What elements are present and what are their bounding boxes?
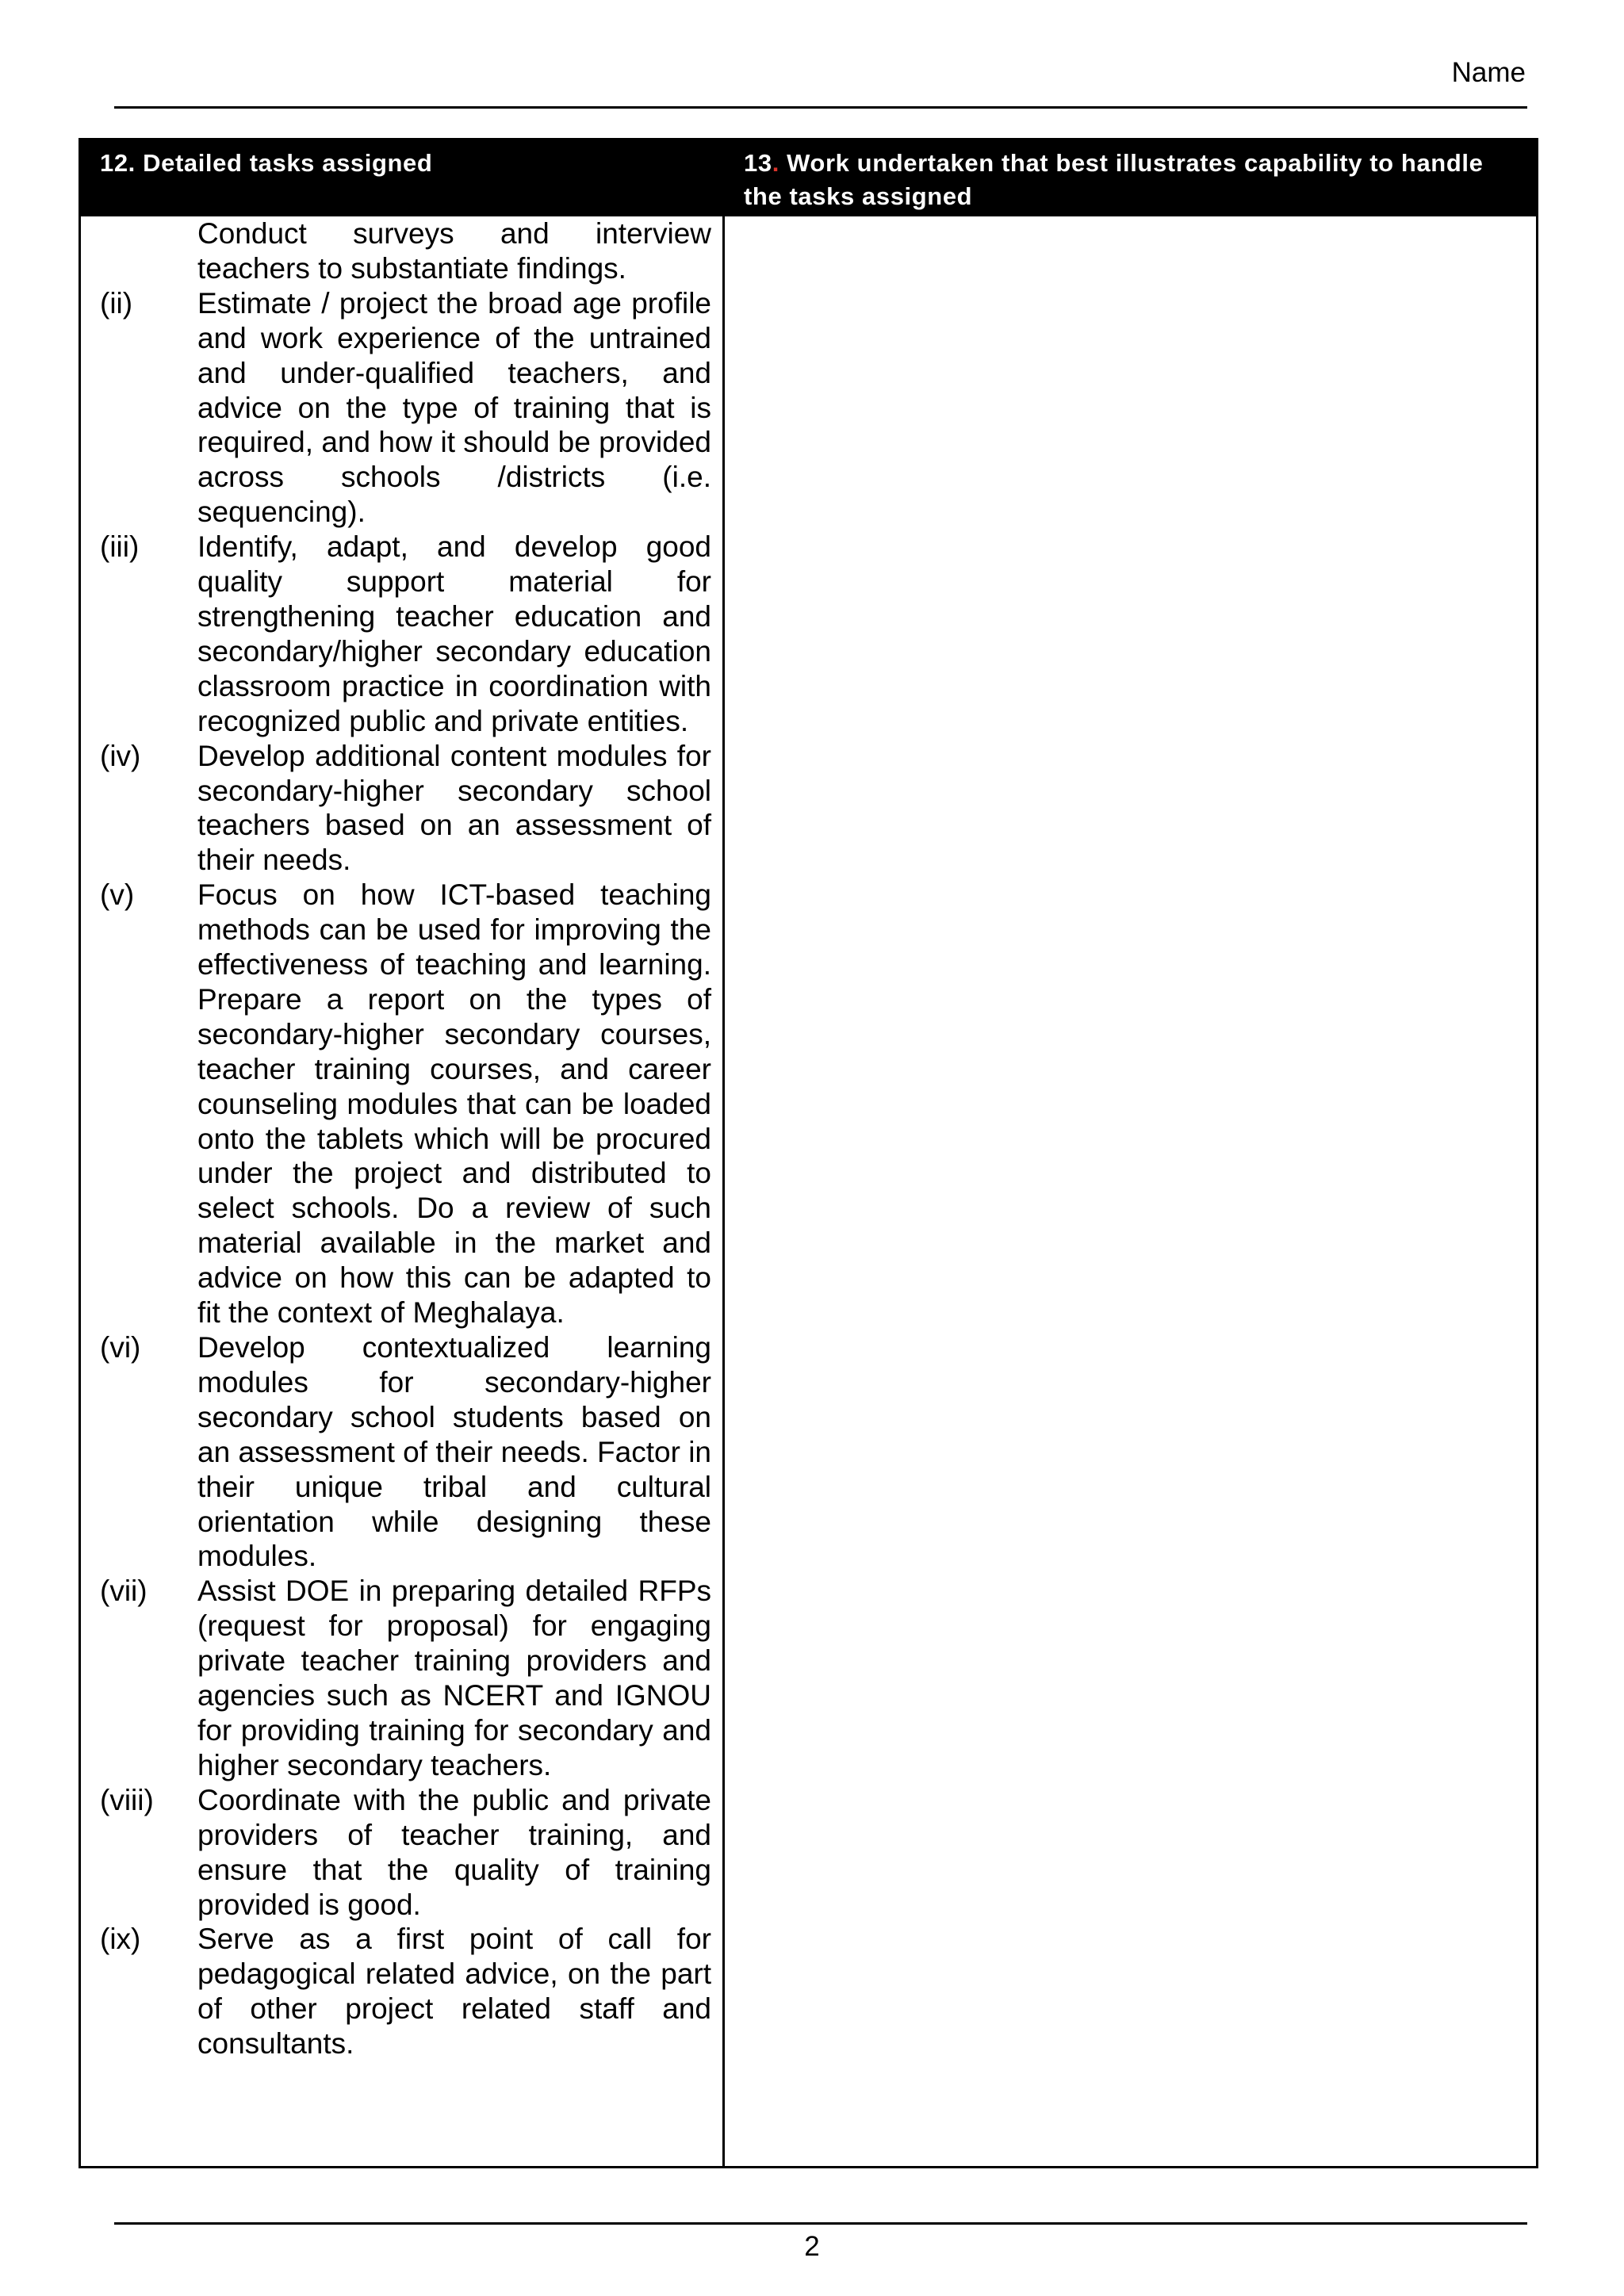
task-number: (vii) — [100, 1575, 147, 1608]
col-header-work-undertaken-num: 13 — [744, 149, 772, 177]
work-undertaken-cell[interactable] — [724, 216, 1538, 2168]
task-item — [81, 1330, 711, 1574]
task-item — [81, 530, 711, 738]
detailed-tasks-cell — [80, 216, 724, 2168]
col-header-work-undertaken-dot: . — [772, 149, 779, 177]
task-text: Coordinate with the public and private providers of teacher training, and ensure that the quality of training provided is good. — [197, 1783, 711, 1921]
task-number: (ii) — [100, 286, 133, 320]
task-item — [81, 1574, 711, 1782]
col-header-detailed-tasks — [80, 140, 724, 216]
col-header-work-undertaken-title: Work undertaken that best illustrates capability to handle the tasks assigned — [744, 149, 1484, 210]
header-rule — [114, 106, 1527, 109]
task-number: (vi) — [100, 1331, 141, 1364]
task-text: Assist DOE in preparing detailed RFPs (request for proposal) for engaging private teacher training providers and agencies such as NCERT and IGNOU for providing training for secondary and higher secondary teachers. — [197, 1575, 711, 1781]
task-item — [81, 1922, 711, 2061]
col-header-detailed-tasks-num: 12. — [100, 149, 136, 177]
task-item — [81, 216, 711, 286]
task-text: Develop contextualized learning modules for secondary-higher secondary school students based on an assessment of their needs. Factor in their unique tribal and cultural orientation while designing these modules. — [197, 1331, 711, 1573]
page-number: 2 — [804, 2231, 820, 2262]
task-number: (ix) — [100, 1923, 141, 1956]
task-item — [81, 1783, 711, 1923]
task-text: Focus on how ICT-based teaching methods can be used for improving the effectiveness of teaching and learning. Prepare a report on the types of secondary-higher secondary courses, teacher training courses, and career counseling modules that can be loaded onto the tablets which will be procured under the project and distributed to select schools. Do a review of such material available in the market and advice on how this can be adapted to fit the context of Meghalaya. — [197, 878, 711, 1330]
task-text: Develop additional content modules for secondary-higher secondary school teachers based on an assessment of their needs. — [197, 739, 711, 877]
col-header-detailed-tasks-title: Detailed tasks assigned — [143, 149, 433, 177]
task-number: (iii) — [100, 530, 140, 564]
task-text: Estimate / project the broad age profile and work experience of the untrained and under-qualified teachers, and advice on the type of training that is required, and how it should be provided across schools /districts (i.e. sequencing). — [197, 286, 711, 529]
task-number: (v) — [100, 878, 135, 912]
footer-rule — [114, 2222, 1527, 2225]
header-name-label: Name — [1451, 57, 1526, 88]
task-item — [81, 878, 711, 1330]
task-text: Serve as a first point of call for pedagogical related advice, on the part of other project related staff and consultants. — [197, 1923, 711, 2061]
task-item — [81, 739, 711, 878]
task-number: (viii) — [100, 1783, 154, 1816]
task-item — [81, 286, 711, 530]
tasks-table — [79, 138, 1538, 2168]
task-number: (iv) — [100, 739, 141, 772]
col-header-work-undertaken — [724, 140, 1538, 216]
task-text: Identify, adapt, and develop good quality support material for strengthening teacher education and secondary/higher secondary education classroom practice in coordination with recognized public and private entities. — [197, 530, 711, 737]
task-text: Conduct surveys and interview teachers to substantiate findings. — [197, 217, 711, 285]
